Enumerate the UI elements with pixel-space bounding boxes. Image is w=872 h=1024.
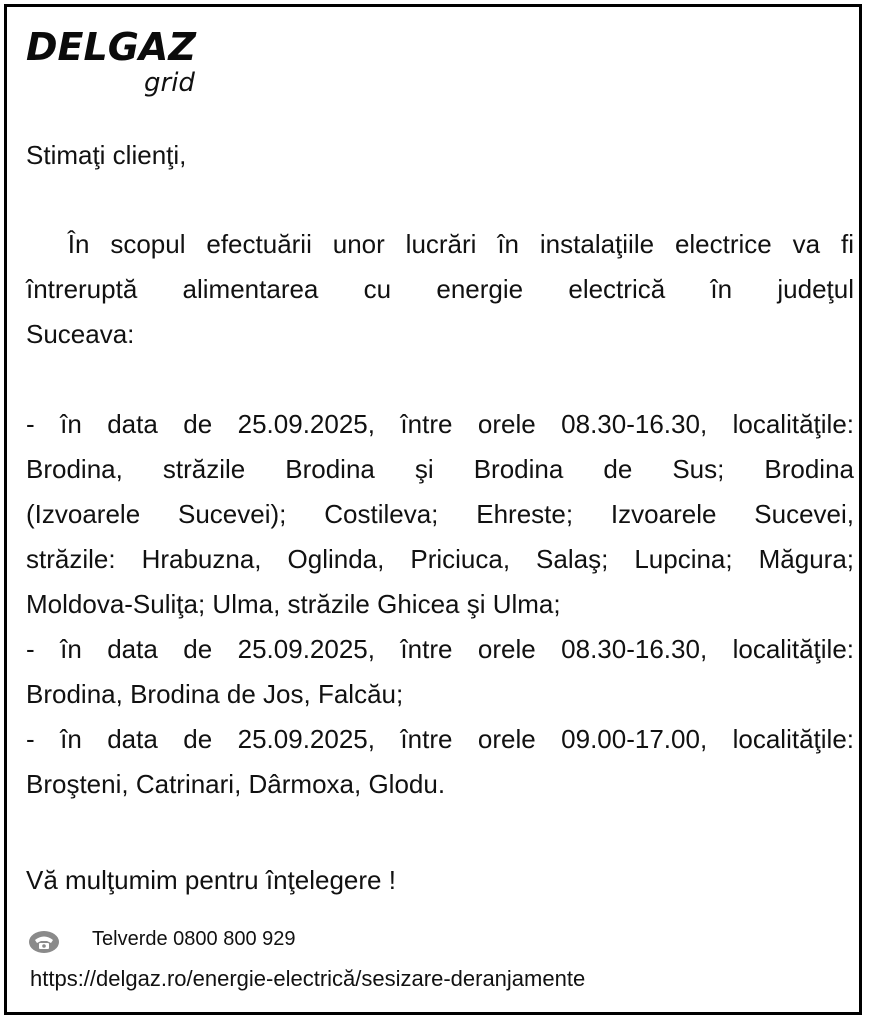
list-line: străzile: Hrabuzna, Oglinda, Priciuca, Salaş; Lupcina; Măgura;: [26, 544, 854, 574]
delgaz-logo: [26, 25, 196, 98]
website-link[interactable]: https://delgaz.ro/energie-electrică/sesizare-deranjamente: [30, 966, 586, 991]
intro-line: În scopul efectuării unor lucrări în instalaţiile electrice va fi: [26, 229, 854, 259]
list-line: (Izvoarele Sucevei); Costileva; Ehreste; Izvoarele Sucevei,: [26, 499, 854, 529]
list-line: Brodina, Brodina de Jos, Falcău;: [26, 679, 404, 709]
list-line: - în data de 25.09.2025, între orele 08.30-16.30, localităţile:: [26, 409, 854, 439]
outage-list: [26, 402, 854, 807]
list-line: Brodina, străzile Brodina şi Brodina de Sus; Brodina: [26, 454, 854, 484]
intro-paragraph: [26, 222, 854, 357]
thanks-text: Vă mulţumim pentru înţelegere !: [26, 865, 396, 895]
list-line: - în data de 25.09.2025, între orele 08.30-16.30, localităţile:: [26, 634, 854, 664]
intro-line: întreruptă alimentarea cu energie electrică în judeţul: [26, 274, 854, 304]
list-line: - în data de 25.09.2025, între orele 09.00-17.00, localităţile:: [26, 724, 854, 754]
list-line: Broşteni, Catrinari, Dârmoxa, Glodu.: [26, 769, 446, 799]
phone-icon: [28, 930, 60, 954]
intro-line: Suceava:: [26, 319, 135, 349]
phone-number: Telverde 0800 800 929: [92, 928, 296, 950]
list-line: Moldova-Suliţa; Ulma, străzile Ghicea şi Ulma;: [26, 589, 561, 619]
logo-brand: DELGAZ: [26, 25, 196, 69]
greeting: Stimaţi clienţi,: [26, 140, 187, 170]
logo-sub: grid: [144, 68, 195, 98]
